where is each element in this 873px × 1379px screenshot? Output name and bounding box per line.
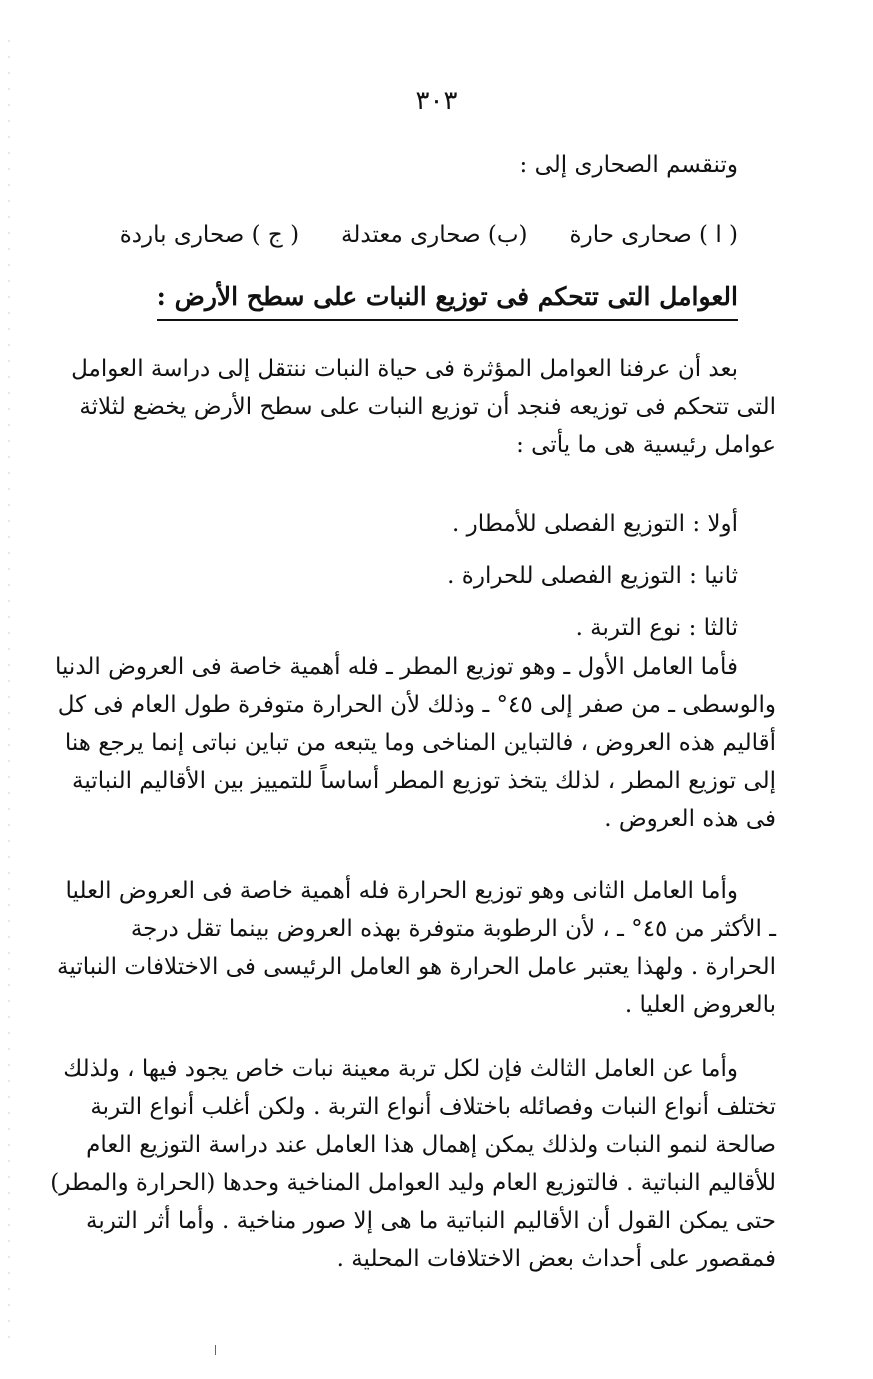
- paragraph-line: عوامل رئيسية هى ما يأتى :: [516, 432, 776, 458]
- paragraph-intro: [71, 350, 776, 464]
- factors-list: [447, 498, 738, 654]
- paragraph-line: التى تتحكم فى توزيعه فنجد أن توزيع النبات على سطح الأرض يخضع لثلاثة: [79, 394, 776, 420]
- paragraph-line: فى هذه العروض .: [604, 806, 776, 832]
- paragraph-second-factor: [57, 872, 776, 1024]
- factor-item-rain: أولا : التوزيع الفصلى للأمطار .: [452, 511, 738, 537]
- paragraph-first-factor: [54, 648, 776, 838]
- factor-item-soil: ثالثا : نوع التربة .: [575, 615, 738, 641]
- paragraph-line: الحرارة . ولهذا يعتبر عامل الحرارة هو العامل الرئيسى فى الاختلافات النباتية: [57, 954, 776, 980]
- intro-line: وتنقسم الصحارى إلى :: [519, 152, 738, 178]
- paragraph-line: بالعروض العليا .: [624, 992, 776, 1018]
- section-heading: العوامل التى تتحكم فى توزيع النبات على سطح الأرض :: [157, 282, 738, 321]
- paragraph-line: والوسطى ـ من صفر إلى ٤٥° ـ وذلك لأن الحرارة متوفرة طول العام فى كل: [57, 692, 776, 718]
- scan-mark-artifact: [215, 1345, 216, 1355]
- factor-item-heat: ثانيا : التوزيع الفصلى للحرارة .: [447, 563, 738, 589]
- paragraph-line: فمقصور على أحداث بعض الاختلافات المحلية .: [336, 1246, 776, 1272]
- page-number: ٣٠٣: [415, 86, 458, 116]
- paragraph-line: أقاليم هذه العروض ، فالتباين المناخى وما يتبعه من تباين نباتى إنما يرجع هنا: [64, 730, 776, 756]
- paragraph-line: إلى توزيع المطر ، لذلك يتخذ توزيع المطر أساساً للتمييز بين الأقاليم النباتية: [72, 768, 776, 794]
- desert-type-cold: ( ج ) صحارى باردة: [119, 222, 300, 248]
- paragraph-line: للأقاليم النباتية . فالتوزيع العام وليد العوامل المناخية وحدها (الحرارة والمطر): [50, 1170, 776, 1196]
- paragraph-line: تختلف أنواع النبات وفصائله باختلاف أنواع التربة . ولكن أغلب أنواع التربة: [90, 1094, 776, 1120]
- paragraph-line: فأما العامل الأول ـ وهو توزيع المطر ـ فله أهمية خاصة فى العروض الدنيا: [54, 654, 738, 680]
- scan-edge-artifact: [8, 40, 10, 1340]
- desert-types-row: [120, 222, 738, 248]
- paragraph-line: حتى يمكن القول أن الأقاليم النباتية ما هى إلا صور مناخية . وأما أثر التربة: [85, 1208, 776, 1234]
- paragraph-line: وأما العامل الثانى وهو توزيع الحرارة فله أهمية خاصة فى العروض العليا: [65, 878, 738, 904]
- paragraph-line: صالحة لنمو النبات ولذلك يمكن إهمال هذا العامل عند دراسة التوزيع العام: [86, 1132, 776, 1158]
- desert-type-hot: ( ا ) صحارى حارة: [569, 222, 738, 248]
- paragraph-line: وأما عن العامل الثالث فإن لكل تربة معينة نبات خاص يجود فيها ، ولذلك: [63, 1056, 738, 1082]
- paragraph-line: بعد أن عرفنا العوامل المؤثرة فى حياة النبات ننتقل إلى دراسة العوامل: [71, 356, 738, 382]
- desert-type-temperate: (ب) صحارى معتدلة: [341, 222, 528, 248]
- paragraph-line: ـ الأكثر من ٤٥° ـ ، لأن الرطوبة متوفرة بهذه العروض بينما تقل درجة: [130, 916, 776, 942]
- paragraph-third-factor: [50, 1050, 776, 1278]
